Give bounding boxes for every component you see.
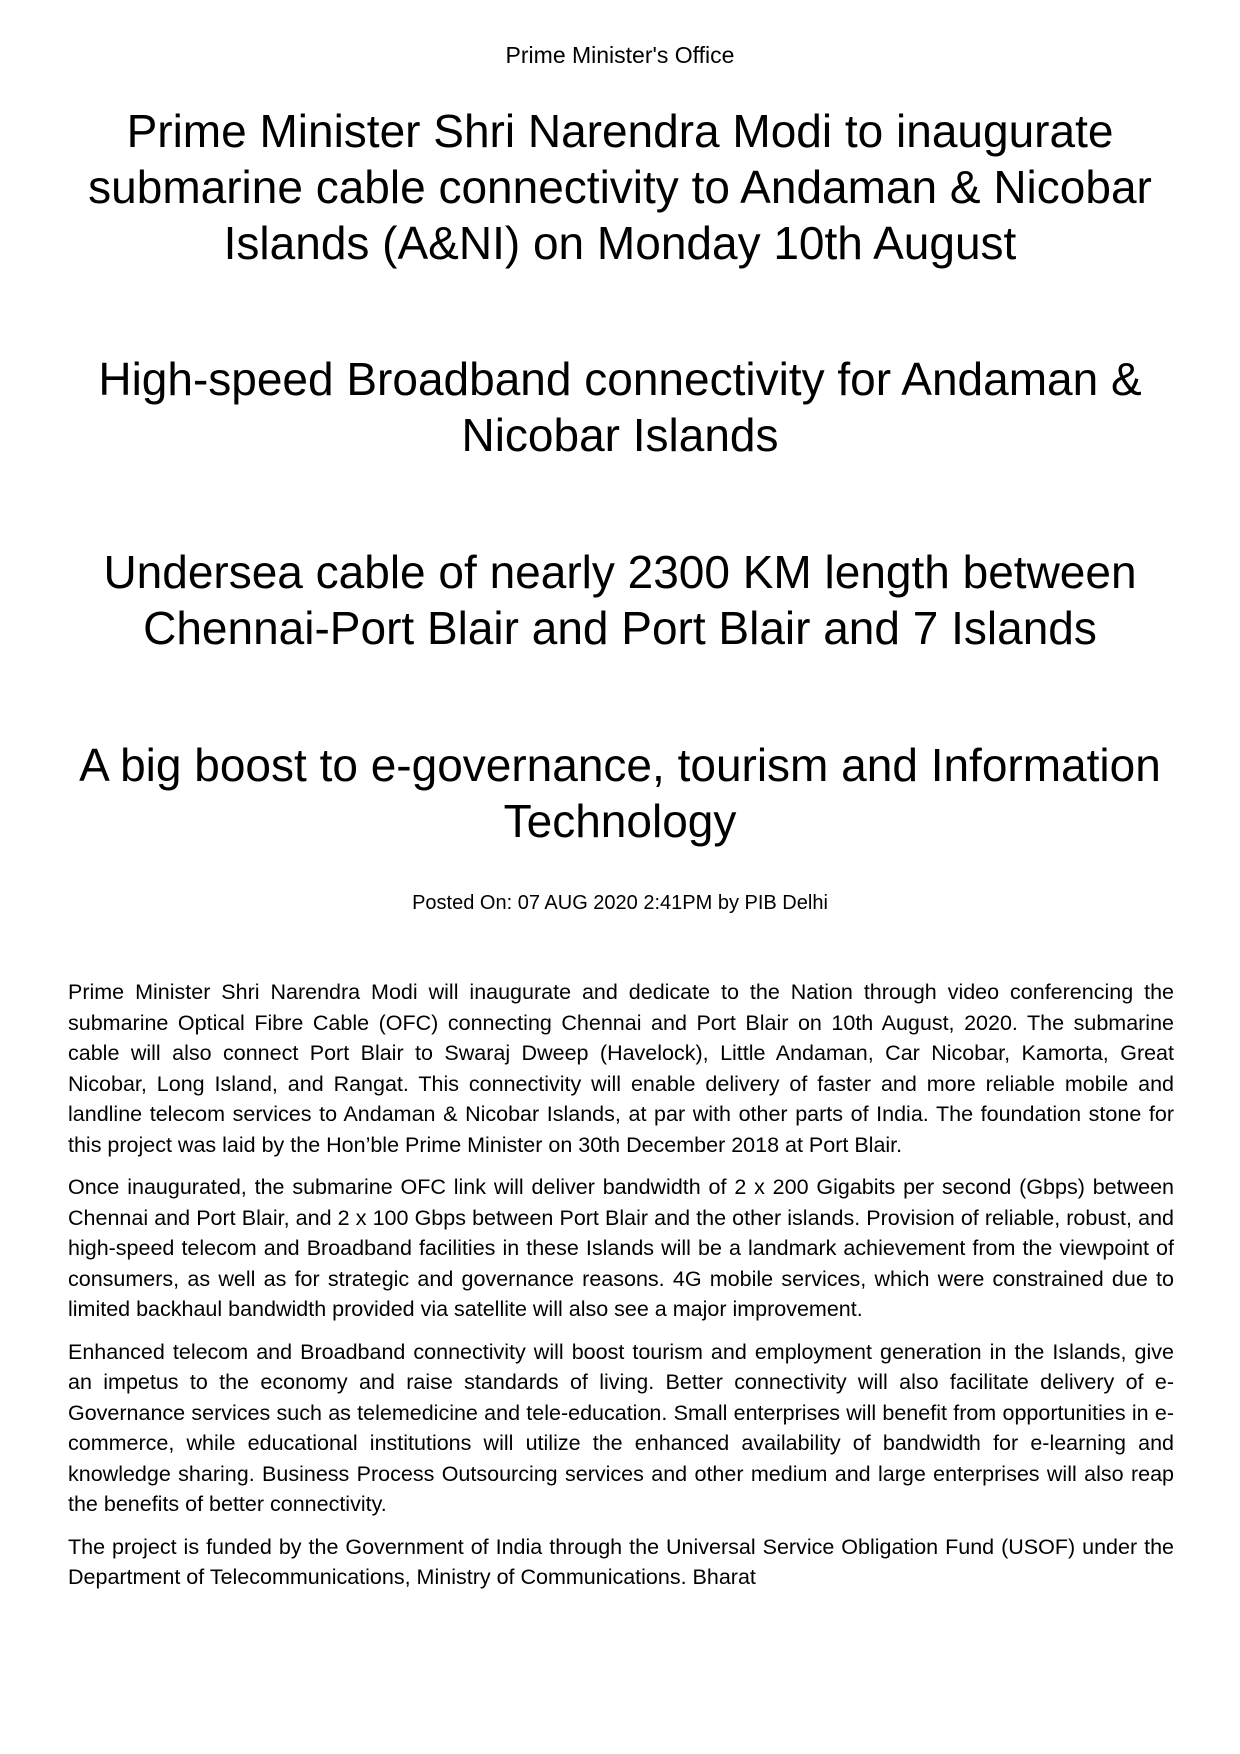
article-body [68, 977, 1174, 1605]
headline-main: Prime Minister Shri Narendra Modi to inaugurate submarine cable connectivity to Andaman & Nicobar Islands (A&NI) on Monday 10th August [88, 105, 1152, 269]
headline-undersea-cable: Undersea cable of nearly 2300 KM length between Chennai-Port Blair and Port Blair and 7 Islands [103, 546, 1137, 654]
paragraph-1: Prime Minister Shri Narendra Modi will inaugurate and dedicate to the Nation through video conferencing the submarine Optical Fibre Cable (OFC) connecting Chennai and Port Blair on 10th August, 2020. The submarine cable will also connect Port Blair to Swaraj Dweep (Havelock), Little Andaman, Car Nicobar, Kamorta, Great Nicobar, Long Island, and Rangat. This connectivity will enable delivery of faster and more reliable mobile and landline telecom services to Andaman & Nicobar Islands, at par with other parts of India. The foundation stone for this project was laid by the Hon’ble Prime Minister on 30th December 2018 at Port Blair. [68, 980, 1174, 1157]
paragraph-4: The project is funded by the Government of India through the Universal Service Obligation Fund (USOF) under the Department of Telecommunications, Ministry of Communications. Bharat [68, 1534, 1174, 1589]
headline-boost: A big boost to e-governance, tourism and Information Technology [79, 739, 1161, 847]
posted-date: Posted On: 07 AUG 2020 2:41PM by PIB Delhi [412, 892, 828, 914]
paragraph-3: Enhanced telecom and Broadband connectivity will boost tourism and employment generation in the Islands, give an impetus to the economy and raise standards of living. Better connectivity will also facilitate delivery of e-Governance services such as telemedicine and tele-education. Small enterprises will benefit from opportunities in e-commerce, while educational institutions will utilize the enhanced availability of bandwidth for e-learning and knowledge sharing. Business Process Outsourcing services and other medium and large enterprises will also reap the benefits of better connectivity. [68, 1339, 1174, 1516]
ministry-name: Prime Minister's Office [505, 42, 735, 68]
paragraph-2: Once inaugurated, the submarine OFC link will deliver bandwidth of 2 x 200 Gigabits per second (Gbps) between Chennai and Port Blair, and 2 x 100 Gbps between Port Blair and the other islands. Provision of reliable, robust, and high-speed telecom and Broadband facilities in these Islands will be a landmark achievement from the viewpoint of consumers, as well as for strategic and governance reasons. 4G mobile services, which were constrained due to limited backhaul bandwidth provided via satellite will also see a major improvement. [68, 1175, 1174, 1321]
headline-broadband: High-speed Broadband connectivity for Andaman & Nicobar Islands [98, 353, 1142, 461]
